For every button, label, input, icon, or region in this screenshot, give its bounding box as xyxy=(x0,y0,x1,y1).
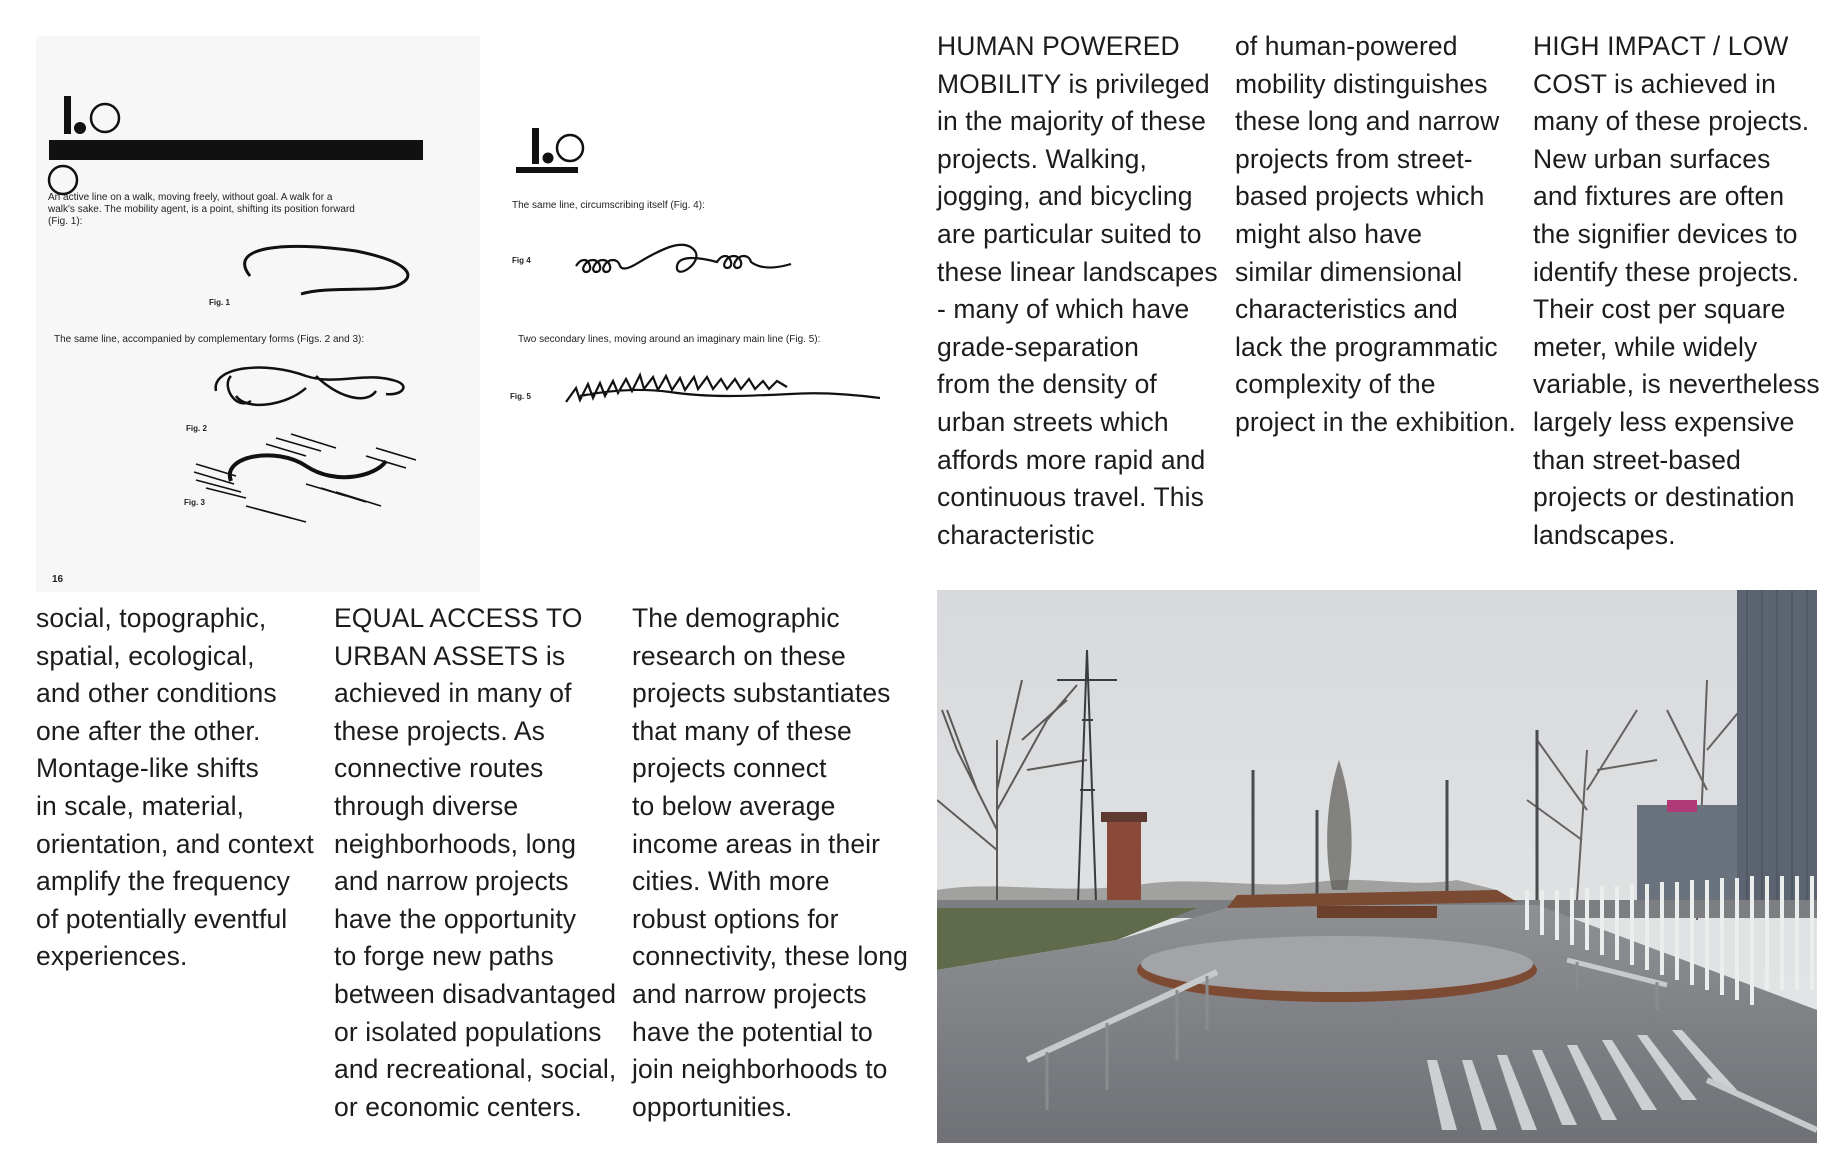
text-line: of human-powered xyxy=(1235,31,1458,61)
text-line: lack the programmatic xyxy=(1235,331,1498,362)
text-line: projects substantiates xyxy=(632,678,891,709)
text-column-demographic-research xyxy=(632,600,908,1126)
kiosk-roof xyxy=(1101,812,1147,822)
fig2-label: Fig. 2 xyxy=(186,424,207,433)
text-line: identify these projects. xyxy=(1533,256,1800,287)
text-line: or economic centers. xyxy=(334,1091,582,1122)
klee-scan-left-page xyxy=(36,36,480,592)
fig3-line xyxy=(230,455,386,481)
text-line: neighborhoods, long xyxy=(334,828,577,859)
fig23-caption: The same line, accompanied by complementary forms (Figs. 2 and 3): xyxy=(54,334,365,345)
text-line: connectivity, these long xyxy=(632,941,908,972)
text-line: cities. With more xyxy=(632,866,830,897)
text-line: EQUAL ACCESS TO xyxy=(334,603,583,633)
klee-figure-drawings-right xyxy=(496,36,904,592)
text-line: urban streets which xyxy=(937,406,1169,437)
fig5-caption: Two secondary lines, moving around an imaginary main line (Fig. 5): xyxy=(518,334,821,345)
text-line: and recreational, social, xyxy=(334,1054,617,1085)
fig1-label: Fig. 1 xyxy=(209,298,230,307)
text-line: similar dimensional xyxy=(1235,256,1463,287)
urban-plaza-photo xyxy=(937,590,1817,1143)
text-line: orientation, and context xyxy=(36,828,314,859)
text-line: grade-separation xyxy=(937,331,1139,362)
text-line: might also have xyxy=(1235,218,1423,249)
text-line: spatial, ecological, xyxy=(36,640,255,671)
text-line: largely less expensive xyxy=(1533,406,1795,437)
text-line: meter, while widely xyxy=(1533,331,1758,362)
text-line: mobility distinguishes xyxy=(1235,68,1488,99)
text-column-high-impact-low-cost xyxy=(1533,28,1820,554)
fig4-label: Fig 4 xyxy=(512,256,531,265)
text-line: of potentially eventful xyxy=(36,903,288,934)
text-line: join neighborhoods to xyxy=(632,1054,888,1085)
heavy-line-band xyxy=(49,140,423,160)
circular-platform-top xyxy=(1141,936,1533,992)
text-line: landscapes. xyxy=(1533,519,1676,550)
text-line: variable, is nevertheless xyxy=(1533,369,1820,400)
text-line: and other conditions xyxy=(36,678,277,709)
text-line: between disadvantaged xyxy=(334,978,617,1009)
numbered-circle-glyph xyxy=(91,104,119,132)
text-line: than street-based xyxy=(1533,444,1741,475)
text-line: jogging, and bicycling xyxy=(937,181,1193,212)
ledge xyxy=(1317,906,1437,918)
text-line: continuous travel. This xyxy=(937,482,1204,513)
text-line: have the opportunity xyxy=(334,903,577,934)
text-line: research on these xyxy=(632,640,846,671)
fig2-drawing xyxy=(216,368,404,405)
text-line: many of these projects. xyxy=(1533,106,1810,137)
text-line: HIGH IMPACT / LOW xyxy=(1533,31,1789,61)
numbered-circle-glyph xyxy=(557,135,583,161)
text-line: project in the exhibition. xyxy=(1235,406,1517,437)
fig1-caption-line: walk's sake. The mobility agent, is a point, shifting its position forward xyxy=(48,204,355,215)
fig5-label: Fig. 5 xyxy=(510,392,531,401)
text-line: from the density of xyxy=(937,369,1157,400)
fig3-hatching xyxy=(194,434,416,522)
text-line: URBAN ASSETS is xyxy=(334,640,566,671)
text-line: social, topographic, xyxy=(36,603,267,633)
text-line: these projects. As xyxy=(334,715,545,746)
text-line: these linear landscapes xyxy=(937,256,1218,287)
text-line: experiences. xyxy=(36,941,188,972)
text-line: connective routes xyxy=(334,753,544,784)
text-line: characteristics and xyxy=(1235,294,1458,325)
text-line: income areas in their xyxy=(632,828,881,859)
text-line: that many of these xyxy=(632,715,852,746)
numbered-circle-small xyxy=(49,166,77,194)
text-column-human-powered-mobility xyxy=(937,28,1218,554)
page-number: 16 xyxy=(52,574,64,585)
text-line: have the potential to xyxy=(632,1016,873,1047)
text-line: - many of which have xyxy=(937,294,1190,325)
text-line: and narrow projects xyxy=(334,866,569,897)
klee-figure-drawings xyxy=(36,36,480,592)
fig1-line xyxy=(245,246,408,294)
text-line: robust options for xyxy=(632,903,839,934)
klee-scan-right-page xyxy=(496,36,904,592)
text-line: these long and narrow xyxy=(1235,106,1500,137)
text-line: or isolated populations xyxy=(334,1016,602,1047)
text-line: HUMAN POWERED xyxy=(937,31,1180,61)
text-line: projects connect xyxy=(632,753,827,784)
text-line: projects or destination xyxy=(1533,482,1795,513)
fig4-caption: The same line, circumscribing itself (Fig. 4): xyxy=(512,200,705,211)
text-line: in scale, material, xyxy=(36,790,245,821)
text-line: are particular suited to xyxy=(937,218,1202,249)
text-line: based projects which xyxy=(1235,181,1485,212)
text-line: opportunities. xyxy=(632,1091,793,1122)
text-line: and narrow projects xyxy=(632,978,867,1009)
fig4-line xyxy=(576,245,791,272)
underline-band xyxy=(516,167,578,173)
text-line: complexity of the xyxy=(1235,369,1436,400)
text-line: amplify the frequency xyxy=(36,866,290,897)
text-line: and fixtures are often xyxy=(1533,181,1785,212)
plaza-scene-illustration xyxy=(937,590,1817,1143)
text-line: characteristic xyxy=(937,519,1095,550)
text-line: COST is achieved in xyxy=(1533,68,1776,99)
text-column-montage-conditions xyxy=(36,600,314,976)
poster-kiosk xyxy=(1107,820,1141,910)
fig1-caption-line: An active line on a walk, moving freely, without goal. A walk for a xyxy=(48,192,333,203)
text-column-equal-access xyxy=(334,600,616,1126)
line-glyph-bar xyxy=(64,96,71,134)
text-line: one after the other. xyxy=(36,715,261,746)
text-line: in the majority of these xyxy=(937,106,1207,137)
text-line: The demographic xyxy=(632,603,840,633)
text-line: to below average xyxy=(632,790,836,821)
text-line: MOBILITY is privileged xyxy=(937,68,1210,99)
line-glyph-bar xyxy=(532,128,539,164)
text-line: projects from street- xyxy=(1235,143,1473,174)
fig5-lines xyxy=(566,375,880,402)
fig1-caption-line: (Fig. 1): xyxy=(48,216,83,227)
text-line: Montage-like shifts xyxy=(36,753,259,784)
text-line: achieved in many of xyxy=(334,678,572,709)
text-line: affords more rapid and xyxy=(937,444,1206,475)
text-line: projects. Walking, xyxy=(937,143,1147,174)
text-line: Their cost per square xyxy=(1533,294,1786,325)
fig3-label: Fig. 3 xyxy=(184,498,205,507)
building-sign xyxy=(1667,800,1697,812)
text-line: through diverse xyxy=(334,790,519,821)
text-line: the signifier devices to xyxy=(1533,218,1798,249)
text-line: New urban surfaces xyxy=(1533,143,1771,174)
text-column-mobility-continued xyxy=(1235,28,1516,442)
point-glyph-dot xyxy=(543,153,554,164)
text-line: to forge new paths xyxy=(334,941,554,972)
point-glyph-dot xyxy=(74,122,86,134)
